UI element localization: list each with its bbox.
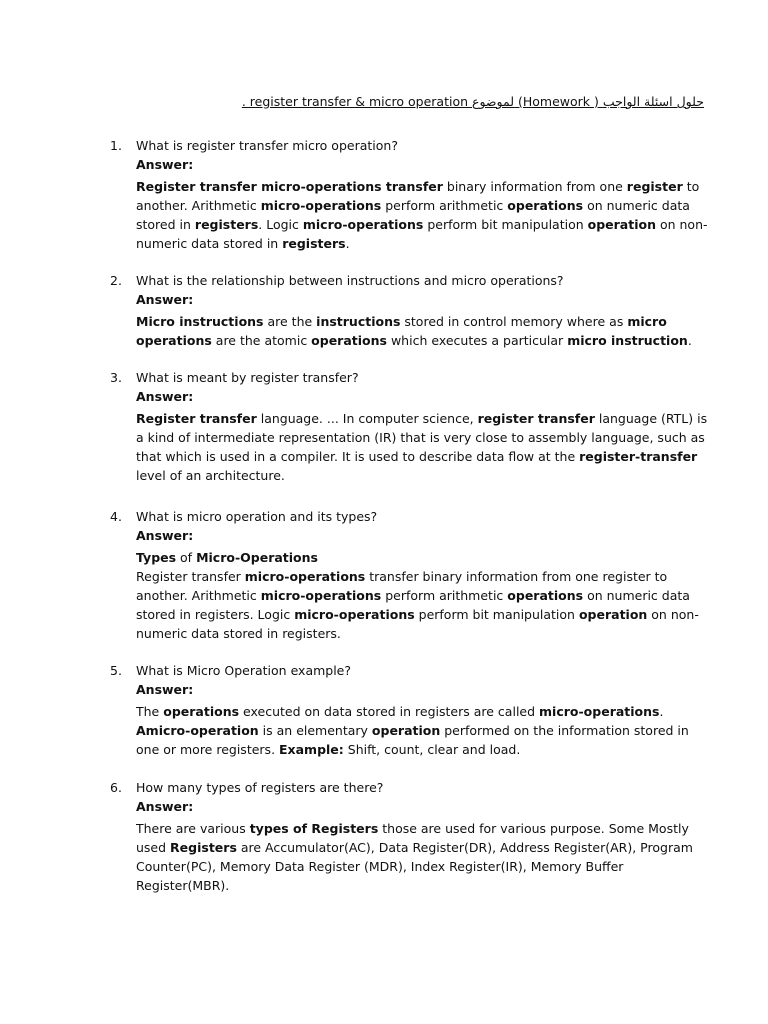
answer-text: Types of Micro-Operations Register transfer micro-operations transfer binary information from one register to another. Arithmetic micro-operations perform arithmetic operations on numeric data stored in registers. Logic micro-operations perform bit manipulation operation on non-numeric data stored in registers. [136, 550, 699, 641]
question-block [110, 368, 710, 485]
question-block [110, 507, 710, 643]
answer-label: Answer: [136, 682, 194, 697]
question-text: How many types of registers are there? [136, 780, 384, 795]
answer-text: Micro instructions are the instructions stored in control memory where as micro operations are the atomic operations which executes a particular micro instruction. [136, 314, 692, 348]
question-number: 4. [110, 509, 122, 524]
document-title: . register transfer & micro operation لموضوع (Homework ) حلول اسئلة الواجب [241, 94, 704, 109]
question-block [110, 778, 710, 895]
answer-text: The operations executed on data stored in registers are called micro-operations. Amicro-operation is an elementary operation performed on the information stored in one or more registers. Example: Shift, count, clear and load. [136, 704, 689, 757]
answer-label: Answer: [136, 528, 194, 543]
question-number: 1. [110, 138, 122, 153]
answer-label: Answer: [136, 292, 194, 307]
question-number: 3. [110, 370, 122, 385]
answer-label: Answer: [136, 389, 194, 404]
answer-label: Answer: [136, 799, 194, 814]
question-text: What is the relationship between instructions and micro operations? [136, 273, 564, 288]
answer-label: Answer: [136, 157, 194, 172]
question-number: 5. [110, 663, 122, 678]
question-text: What is micro operation and its types? [136, 509, 378, 524]
question-text: What is meant by register transfer? [136, 370, 359, 385]
question-block [110, 661, 710, 759]
question-block [110, 271, 710, 350]
question-text: What is Micro Operation example? [136, 663, 352, 678]
answer-text: Register transfer language. ... In computer science, register transfer language (RTL) is a kind of intermediate representation (IR) that is very close to assembly language, such as that which is used in a compiler. It is used to describe data flow at the register-transfer level of an architecture. [136, 411, 708, 483]
question-block [110, 136, 710, 253]
question-number: 6. [110, 780, 122, 795]
answer-text: Register transfer micro-operations transfer binary information from one register to another. Arithmetic micro-operations perform arithmetic operations on numeric data stored in registers. Logic micro-operations perform bit manipulation operation on non-numeric data stored in registers. [136, 179, 708, 251]
question-text: What is register transfer micro operation? [136, 138, 398, 153]
question-number: 2. [110, 273, 122, 288]
answer-text: There are various types of Registers those are used for various purpose. Some Mostly used Registers are Accumulator(AC), Data Register(DR), Address Register(AR), Program Counter(PC), Memory Data Register (MDR), Index Register(IR), Memory Buffer Register(MBR). [136, 821, 693, 893]
